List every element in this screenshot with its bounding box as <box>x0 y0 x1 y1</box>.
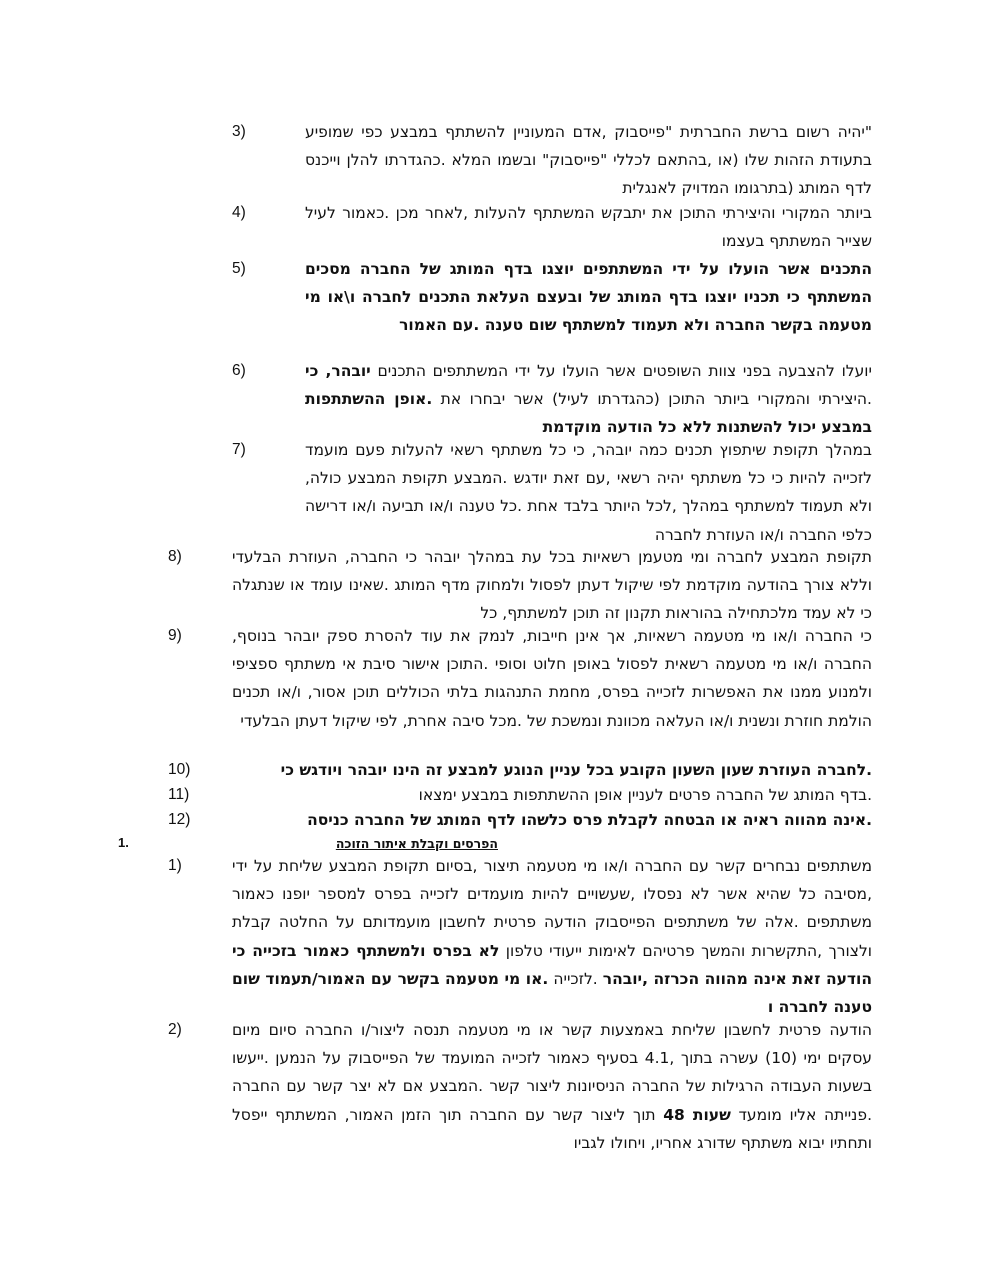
item-text-part: תוך ליצור קשר עם החברה תוך הזמן האמור, המשתתף ייפסל ותחתיו יבוא משתתף שדורג אחריו, ויחולו לגביו <box>232 1105 872 1152</box>
item-text-bold: יובהר, כי <box>305 362 371 380</box>
item-number: 5) <box>232 260 246 277</box>
item-text <box>232 1016 872 1157</box>
item-text-part: .היצירתי והמקורי ביותר התוכן (כהגדרתו לעיל) אשר יבחרו את <box>432 390 872 409</box>
item-text: במהלך תקופת שיתפוץ תכנים כמה יובהר, כי כל משתתף רשאי להעלות פעם מועמד לזכייה להיות כי כל משתתף יהיה רשאי ,עם זאת יודגש .המבצע תקופת המבצע כולה, ולא תעמוד למשתתף במהלך ,לכל היותר בלבד אחת .כל טענה ו/או תביעה ו/או דרישה כלפי החברה ו/או העוזרת לחברה <box>305 441 872 544</box>
item-text: .אינה מהווה ראיה או הבטחה לקבלת פרס כלשהו לדף המותג של החברה כניסה <box>307 811 872 829</box>
item-text-part: יועלו להצבעה בפני צוות השופטים אשר הועלו על ידי המשתתפים התכנים <box>370 362 872 380</box>
item-number: 9) <box>168 627 182 644</box>
item-number: 2) <box>168 1021 182 1038</box>
item-text-part: הודעה פרטית לחשבון שליחת באמצעות קשר או מי מטעמה תנסה ליצור/ו החברה סיום מיום עסקים ימי (10) עשרה בתוך ,4.1 בסעיף כאמור לזכייה המועמד של הפייסבוק על הנמען .ייעשו בשעות העבודה הרגילות של החברה הניסיונות ליצור קשר .המבצע אם לא יצר קשר עם החברה .פנייתה אליו מומעד <box>232 1021 873 1124</box>
item-number: 12) <box>168 811 191 828</box>
item-text <box>232 852 872 1021</box>
item-number: 11) <box>168 786 190 803</box>
item-text-bold: .אופן ההשתתפות במבצע יכול להשתנות ללא כל הודעה מוקדמת <box>305 390 872 437</box>
item-text: .לחברה העוזרת שעון השעון הקובע בכל עניין הנוגע למבצע זה הינו יובהר ויודגש כי <box>280 761 872 779</box>
item-number: 3) <box>232 123 246 140</box>
item-text-bold: שעות 48 <box>663 1105 731 1124</box>
item-text-part: .לזכייה <box>548 969 603 988</box>
item-text: התכנים אשר הועלו על ידי המשתתפים יוצגו בדף המותג של החברה מסכים המשתתף כי תכניו יוצגו בדף המותג של ובעצם העלאת התכנים לחברה ו\או מי מטעמה בקשר החברה ולא תעמוד למשתתף שום טענה .עם האמור <box>305 260 872 335</box>
item-number: 10) <box>168 761 191 778</box>
item-text-bold: .או מי מטעמה בקשר עם האמור/תעמוד שום טענה לחברה ו <box>232 969 872 1017</box>
item-text: תקופת המבצע לחברה ומי מטעמן רשאיות בכל עת במהלך יובהר כי החברה, העוזרת הבלעדי וללא צורך בהודעה מוקדמת לפי שיקול דעתן לפסול ולמחוק מדף המותג .שאינו עומד או שנתגלה כי לא עמד מלכתחילה בהוראות תקנון זה תוכן למשתתף, כל <box>232 548 872 623</box>
section-number: 1. <box>118 835 129 850</box>
item-text: ביותר המקורי והיצירתי התוכן את יתבקש המשתתף להעלות ,לאחר מכן .כאמור לעיל שצייר המשתתף בעצמו <box>305 204 872 251</box>
item-text: .בדף המותג של החברה פרטים לעניין אופן ההשתתפות במבצע ימצאו <box>418 786 872 804</box>
item-number: 4) <box>232 204 246 221</box>
item-text-bold: לא בפרס ולמשתתף כאמור בזכייה כי הודעה זאת אינה מהווה הכרזה ,יובהר <box>232 941 872 988</box>
item-number: 1) <box>168 857 182 874</box>
item-number: 7) <box>232 441 246 458</box>
section-heading: הפרסים וקבלת איתור הזוכה <box>335 836 498 851</box>
item-text <box>305 357 872 442</box>
item-number: 6) <box>232 362 246 379</box>
item-number: 8) <box>168 548 182 565</box>
item-text: "יהיה רשום ברשת החברתית "פייסבוק ,אדם המעוניין להשתתף במבצע כפי שמופיע בתעודת הזהות שלו (או ,בהתאם לכללי "פייסבוק" ובשמו המלא .כהגדרתו להלן וייכנס לדף המותג (בתרגומו המדויק לאנגלית <box>305 123 872 198</box>
item-text-part: משתתפים נבחרים קשר עם החברה ו/או מי מטעמה תיצור ,בסיום תקופת המבצע שליחת על ידי ,מסיבה כל שהיא אשר לא נפסלו ,שעשויים להיות מועמדים לזכייה בפרס למספר יופנו כאמור משתתפים .אלה של משתתפים הפייסבוק הודעה פרטית לחשבון מועמדותם על החלטה קבלת ולצורך ,התקשרות והמשך פרטיהם לאימות ייעודי טלפון <box>232 857 872 960</box>
item-text: כי החברה ו/או מי מטעמה רשאיות, אך אינן חייבות, לנמק את עוד להסרת ספק יובהר בנוסף, החברה ו/או מי מטעמה רשאית לפסול באופן חלוט וסופי .התוכן אישור סיבת אי משתתף ספציפי ולמנוע ממנו את האפשרות לזכייה בפרס, מחמת התנהגות בלתי הכוללים תוכן אסור, ו/או תכנים הולמת חוזרת ונשנית ו/או העלאה מכוונת ונמשכת של .מכל סיבה אחרת, לפי שיקול דעתן הבלעדי <box>232 627 872 730</box>
